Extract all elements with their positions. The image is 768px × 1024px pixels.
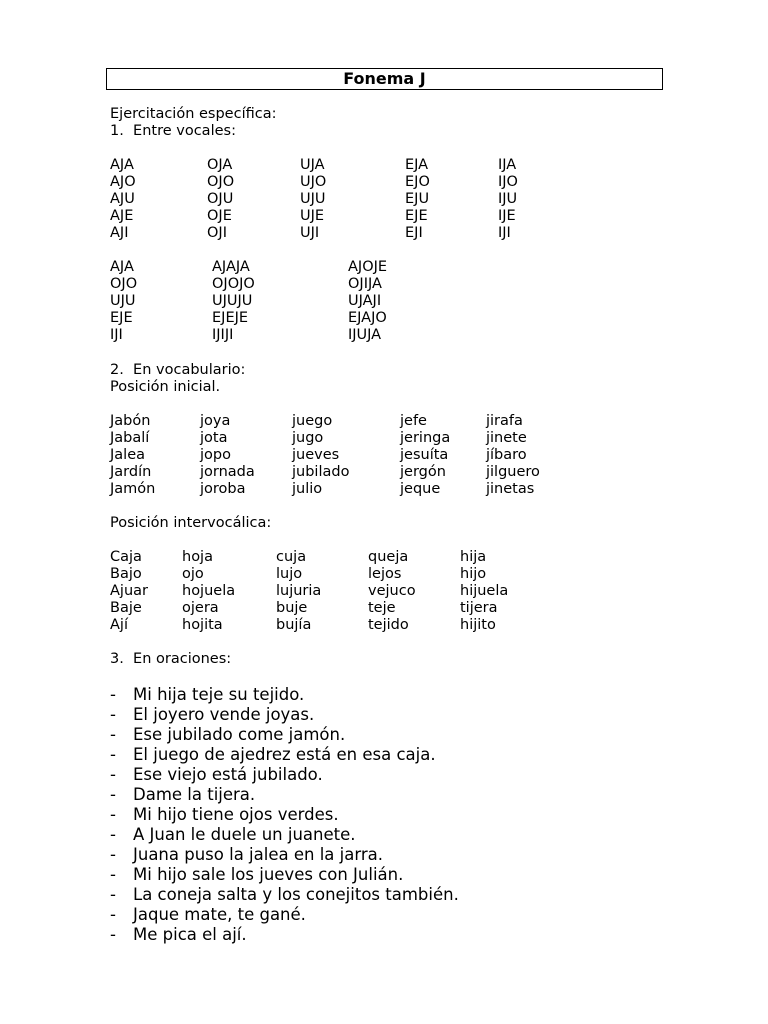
sentence-bullet: - xyxy=(110,705,116,724)
section1-heading: 1. Entre vocales: xyxy=(110,123,236,139)
grid-word: EJE xyxy=(405,208,428,224)
sentence-bullet: - xyxy=(110,765,116,784)
grid-word: bujía xyxy=(276,617,312,633)
page-title: Fonema J xyxy=(106,68,663,90)
grid-word: jubilado xyxy=(292,464,350,480)
grid-word: joroba xyxy=(200,481,246,497)
grid-word: julio xyxy=(292,481,323,497)
grid-word: OJOJO xyxy=(212,276,255,292)
grid-word: Baje xyxy=(110,600,142,616)
grid-word: jergón xyxy=(400,464,446,480)
sentence-text: Juana puso la jalea en la jarra. xyxy=(133,845,383,864)
grid-word: OJE xyxy=(207,208,232,224)
grid-word: cuja xyxy=(276,549,307,565)
sentence-bullet: - xyxy=(110,905,116,924)
grid-word: Ají xyxy=(110,617,128,633)
grid-word: OJO xyxy=(110,276,138,292)
grid-word: Jamón xyxy=(110,481,156,497)
grid-word: jinete xyxy=(486,430,527,446)
grid-word: buje xyxy=(276,600,308,616)
grid-word: ojo xyxy=(182,566,204,582)
grid-word: AJU xyxy=(110,191,135,207)
grid-word: AJA xyxy=(110,157,134,173)
sentence-bullet: - xyxy=(110,885,116,904)
grid-word: UJA xyxy=(300,157,325,173)
section2-heading: 2. En vocabulario: xyxy=(110,362,246,378)
grid-word: lejos xyxy=(368,566,402,582)
grid-word: OJI xyxy=(207,225,227,241)
grid-word: jueves xyxy=(292,447,340,463)
grid-word: IJIJI xyxy=(212,327,234,343)
grid-word: IJO xyxy=(498,174,518,190)
grid-word: EJA xyxy=(405,157,429,173)
sentence-text: A Juan le duele un juanete. xyxy=(133,825,356,844)
grid-word: OJIJA xyxy=(348,276,382,292)
sentence-text: Jaque mate, te gané. xyxy=(133,905,306,924)
grid-word: AJI xyxy=(110,225,129,241)
grid-word: hija xyxy=(460,549,487,565)
grid-word: hijuela xyxy=(460,583,509,599)
sentence-text: Ese jubilado come jamón. xyxy=(133,725,346,744)
grid-word: UJU xyxy=(300,191,326,207)
grid-word: UJI xyxy=(300,225,320,241)
grid-word: EJAJO xyxy=(348,310,387,326)
sentence-text: La coneja salta y los conejitos también. xyxy=(133,885,459,904)
sentence-bullet: - xyxy=(110,745,116,764)
grid-word: AJA xyxy=(110,259,134,275)
grid-word: ojera xyxy=(182,600,219,616)
grid-word: OJU xyxy=(207,191,234,207)
grid-word: UJU xyxy=(110,293,136,309)
grid-word: IJU xyxy=(498,191,518,207)
grid-word: tijera xyxy=(460,600,498,616)
grid-word: Jalea xyxy=(110,447,145,463)
initial-position-heading: Posición inicial. xyxy=(110,379,221,395)
grid-word: EJEJE xyxy=(212,310,249,326)
grid-word: jefe xyxy=(400,413,427,429)
sentence-text: Ese viejo está jubilado. xyxy=(133,765,323,784)
grid-word: jilguero xyxy=(486,464,540,480)
grid-word: lujuria xyxy=(276,583,322,599)
grid-word: jeringa xyxy=(400,430,451,446)
grid-word: jíbaro xyxy=(486,447,527,463)
grid-word: jeque xyxy=(400,481,441,497)
sentence-text: Mi hija teje su tejido. xyxy=(133,685,305,704)
grid-word: jopo xyxy=(200,447,231,463)
grid-word: hojuela xyxy=(182,583,236,599)
grid-word: jesuíta xyxy=(400,447,449,463)
sentence-bullet: - xyxy=(110,845,116,864)
sentence-bullet: - xyxy=(110,725,116,744)
grid-word: AJE xyxy=(110,208,134,224)
intervocalic-heading: Posición intervocálica: xyxy=(110,515,272,531)
grid-word: UJO xyxy=(300,174,327,190)
sentence-text: Mi hijo sale los jueves con Julián. xyxy=(133,865,404,884)
grid-word: UJE xyxy=(300,208,325,224)
sentence-text: Dame la tijera. xyxy=(133,785,256,804)
grid-word: IJI xyxy=(110,327,123,343)
grid-word: AJAJA xyxy=(212,259,250,275)
grid-word: hoja xyxy=(182,549,213,565)
grid-word: Jabalí xyxy=(110,430,150,446)
grid-word: IJI xyxy=(498,225,511,241)
grid-word: AJOJE xyxy=(348,259,388,275)
grid-word: jota xyxy=(200,430,228,446)
grid-word: AJO xyxy=(110,174,136,190)
grid-word: tejido xyxy=(368,617,409,633)
grid-word: EJI xyxy=(405,225,423,241)
grid-word: teje xyxy=(368,600,396,616)
sentence-text: El juego de ajedrez está en esa caja. xyxy=(133,745,436,764)
grid-word: Jardín xyxy=(110,464,152,480)
sentence-bullet: - xyxy=(110,685,116,704)
grid-word: hijito xyxy=(460,617,496,633)
grid-word: lujo xyxy=(276,566,303,582)
grid-word: UJAJI xyxy=(348,293,382,309)
grid-word: IJA xyxy=(498,157,517,173)
grid-word: hojita xyxy=(182,617,223,633)
grid-word: jinetas xyxy=(486,481,535,497)
grid-word: UJUJU xyxy=(212,293,253,309)
grid-word: vejuco xyxy=(368,583,416,599)
grid-word: joya xyxy=(200,413,231,429)
grid-word: queja xyxy=(368,549,409,565)
grid-word: hijo xyxy=(460,566,487,582)
grid-word: jugo xyxy=(292,430,324,446)
grid-word: jornada xyxy=(200,464,255,480)
grid-word: OJO xyxy=(207,174,235,190)
sentence-bullet: - xyxy=(110,865,116,884)
sentence-text: Me pica el ají. xyxy=(133,925,247,944)
grid-word: Ajuar xyxy=(110,583,148,599)
sentence-bullet: - xyxy=(110,785,116,804)
grid-word: OJA xyxy=(207,157,233,173)
sentence-text: Mi hijo tiene ojos verdes. xyxy=(133,805,339,824)
section3-heading: 3. En oraciones: xyxy=(110,651,232,667)
sentence-bullet: - xyxy=(110,805,116,824)
grid-word: EJE xyxy=(110,310,133,326)
grid-word: Caja xyxy=(110,549,142,565)
grid-word: EJO xyxy=(405,174,430,190)
intro-text: Ejercitación específica: xyxy=(110,106,277,122)
sentence-bullet: - xyxy=(110,825,116,844)
grid-word: IJUJA xyxy=(348,327,382,343)
sentence-text: El joyero vende joyas. xyxy=(133,705,315,724)
grid-word: jirafa xyxy=(486,413,523,429)
grid-word: IJE xyxy=(498,208,516,224)
sentence-bullet: - xyxy=(110,925,116,944)
grid-word: Jabón xyxy=(110,413,151,429)
grid-word: juego xyxy=(292,413,333,429)
grid-word: EJU xyxy=(405,191,430,207)
grid-word: Bajo xyxy=(110,566,142,582)
